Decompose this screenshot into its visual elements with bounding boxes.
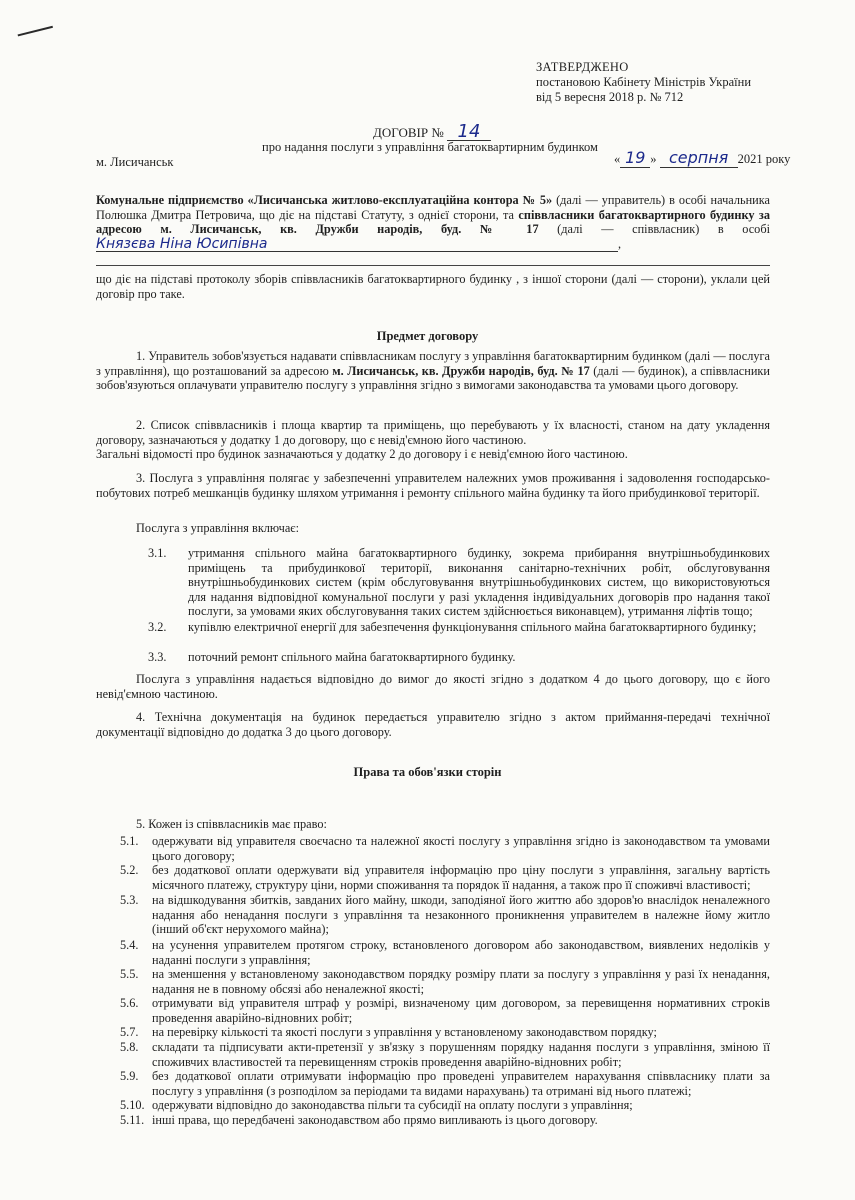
clause-text: купівлю електричної енергії для забезпечення функціонування спільного майна багатоквартирного будинку; [188,620,757,634]
clause-text: одержувати від управителя своєчасно та належної якості послугу з управління згідно із законодавством та умовами цього договору; [152,834,770,863]
date-day: 19 [620,148,650,168]
clause-5-2 [120,863,770,892]
clause-text: утримання спільного майна багатоквартирного будинку, зокрема прибирання внутрішньобудинкових приміщень та прибудинкової території, виконання санітарно-технічних робіт, обслуговування внутрішньобудинкових систем (крім обслуговування внутрішньобудинкових систем, що використовуються для надання відповідної комунальної послуги у разі укладення індивідуальних договорів про надання такої послуги, за умовами яких обслуговування таких систем здійснюється виконавцем), утримання ліфтів тощо; [188,546,770,619]
date-year: 2021 року [737,152,791,166]
approval-line-1: постановою Кабінету Міністрів України [536,75,752,89]
date-open-quote: « [614,152,621,166]
service-includes: Послуга з управління включає: [136,521,299,535]
clause-text: без додаткової оплати одержувати від управителя інформацію про ціну послуги з управління, загальну вартість місячного платежу, структуру ціни, норми споживання та порядок її надання, а також про її споживчі властивості; [152,863,770,892]
clause-number: 5.9. [120,1069,139,1083]
contract-label: ДОГОВІР № [373,125,444,140]
intro-paragraph-end: що діє на підставі протоколу зборів співвласників багатоквартирного будинку , з іншої сторони (далі — сторони), уклали цей договір про таке. [96,272,770,301]
clause-number: 5.3. [120,893,139,907]
clause-5-3 [120,893,770,937]
intro-comma: , [618,236,622,251]
clause-text: на відшкодування збитків, завданих його майну, шкоди, заподіяної його життю або здоров'ю внаслідок неналежного надання або ненадання послуги з управління та незаконного проникнення управителем в належне йому житло (інший об'єкт нерухомого майна); [152,893,770,937]
contract-subject: про надання послуги з управління багатоквартирним будинком [262,140,598,154]
clause-1 [96,349,770,393]
clause-1-address: м. Лисичанськ, кв. Дружби народів, буд. № 17 [332,363,590,378]
intro-text-1: (далі — управитель) в особі начальника Полюшка Дмитра Петровича, що діє на підставі Статуту, з однієї сторони, та [96,193,770,222]
owners-address: співвласники багатоквартирного будинку за адресою м. Лисичанськ, кв. Дружби народів, буд. № 17 [96,207,770,237]
clause-3-3 [148,650,770,665]
clause-3: 3. Послуга з управління полягає у забезпеченні управителем належних умов проживання і задоволення господарсько-побутових потреб мешканців будинку шляхом утримання і ремонту спільного майна будинку та його прибудинкової території. [96,471,770,500]
date-close-quote: » [650,152,657,166]
section-heading-rights: Права та обов'язки сторін [353,765,502,779]
contract-title [373,121,491,142]
clause-3-1 [148,546,770,619]
clause-number: 3.3. [148,650,167,664]
clause-5-6 [120,996,770,1025]
approval-line-2: від 5 вересня 2018 р. № 712 [536,90,684,104]
clause-text: інші права, що передбачені законодавством або прямо випливають із цього договору. [152,1113,598,1127]
pen-mark [18,26,55,42]
clause-text: поточний ремонт спільного майна багатоквартирного будинку. [188,650,516,664]
clause-number: 5.4. [120,938,139,952]
quality-paragraph: Послуга з управління надається відповідно до вимог до якості згідно з додатком 4 до цього договору, що є його невід'ємною частиною. [96,672,770,701]
clause-number: 5.8. [120,1040,139,1054]
clause-2: 2. Список співвласників і площа квартир та приміщень, що перебувають у їх власності, станом на дату укладення договору, зазначаються у додатку 1 до договору, що є невід'ємною його частиною. [96,418,770,447]
contract-city: м. Лисичанськ [96,155,174,169]
clause-text: отримувати від управителя штраф у розмірі, визначеному цим договором, за перевищення нормативних строків проведення аварійно-відновних робіт; [152,996,770,1025]
clause-5-5 [120,967,770,996]
clause-text: складати та підписувати акти-претензії у зв'язку з порушенням порядку надання послуги з управління, зміною її споживчих властивостей та перевищенням строків проведення аварійно-відновних робіт; [152,1040,770,1069]
clause-text: без додаткової оплати отримувати інформацію про проведені управителем нарахування співвласнику плати за послугу з управління (з розподілом за періодами та видами нарахувань) та отримані від нього платежі; [152,1069,770,1098]
clause-text: на перевірку кількості та якості послуги з управління у встановленому законодавством порядку; [152,1025,657,1039]
approval-stamp-block [536,60,751,105]
clause-number: 5.10. [120,1098,145,1112]
clause-5-4 [120,938,770,967]
approval-title: ЗАТВЕРДЖЕНО [536,60,629,74]
blank-line [96,265,770,266]
clause-5: 5. Кожен із співвласників має право: [136,817,327,831]
intro-paragraph [96,193,770,252]
clause-5-7 [120,1025,770,1040]
clause-number: 5.5. [120,967,139,981]
clause-2-extra: Загальні відомості про будинок зазначаються у додатку 2 до договору і є невід'ємною його частиною. [96,447,628,461]
contract-date [614,148,790,168]
clause-number: 5.11. [120,1113,145,1127]
clause-number: 3.1. [148,546,167,560]
date-month: серпня [660,148,738,168]
intro-text-2: (далі — співвласник) в особі [538,222,770,237]
clause-number: 5.2. [120,863,139,877]
clause-3-2 [148,620,770,635]
clause-number: 3.2. [148,620,167,634]
clause-5-9 [120,1069,770,1098]
clause-number: 5.1. [120,834,139,848]
manager-name: Комунальне підприємство «Лисичанська житлово-експлуатаційна контора № 5» [96,193,553,207]
contract-number: 14 [447,124,491,141]
clause-number: 5.6. [120,996,139,1010]
clause-5-1 [120,834,770,863]
clause-1-text-b: (далі — будинок), а співвласники зобов'язуються оплачувати управителю послугу з управління згідно з вимогами законодавства та умовами цього договору. [96,363,770,393]
clause-text: на усунення управителем протягом строку, встановленого договором або законодавством, виявлених недоліків у наданні послуги з управління; [152,938,770,967]
clause-text: на зменшення у встановленому законодавством порядку розміру плати за послугу з управління у разі їх ненадання, надання не в повному обсязі або неналежної якості; [152,967,770,996]
clause-1-text-a: 1. Управитель зобов'язується надавати співвласникам послугу з управління багатоквартирним будинком (далі — послуга з управління), що розташований за адресою [96,349,770,378]
owner-representative-name: Князєва Ніна Юсипівна [96,235,268,252]
clause-5-10 [120,1098,770,1113]
clause-5-11 [120,1113,770,1128]
clause-number: 5.7. [120,1025,139,1039]
clause-4: 4. Технічна документація на будинок передається управителю згідно з актом приймання-передачі технічної документації відповідно до додатка 3 до цього договору. [96,710,770,739]
clause-5-8 [120,1040,770,1069]
section-heading-subject: Предмет договору [376,329,479,343]
clause-text: одержувати відповідно до законодавства пільги та субсидії на оплату послуги з управління; [152,1098,633,1112]
